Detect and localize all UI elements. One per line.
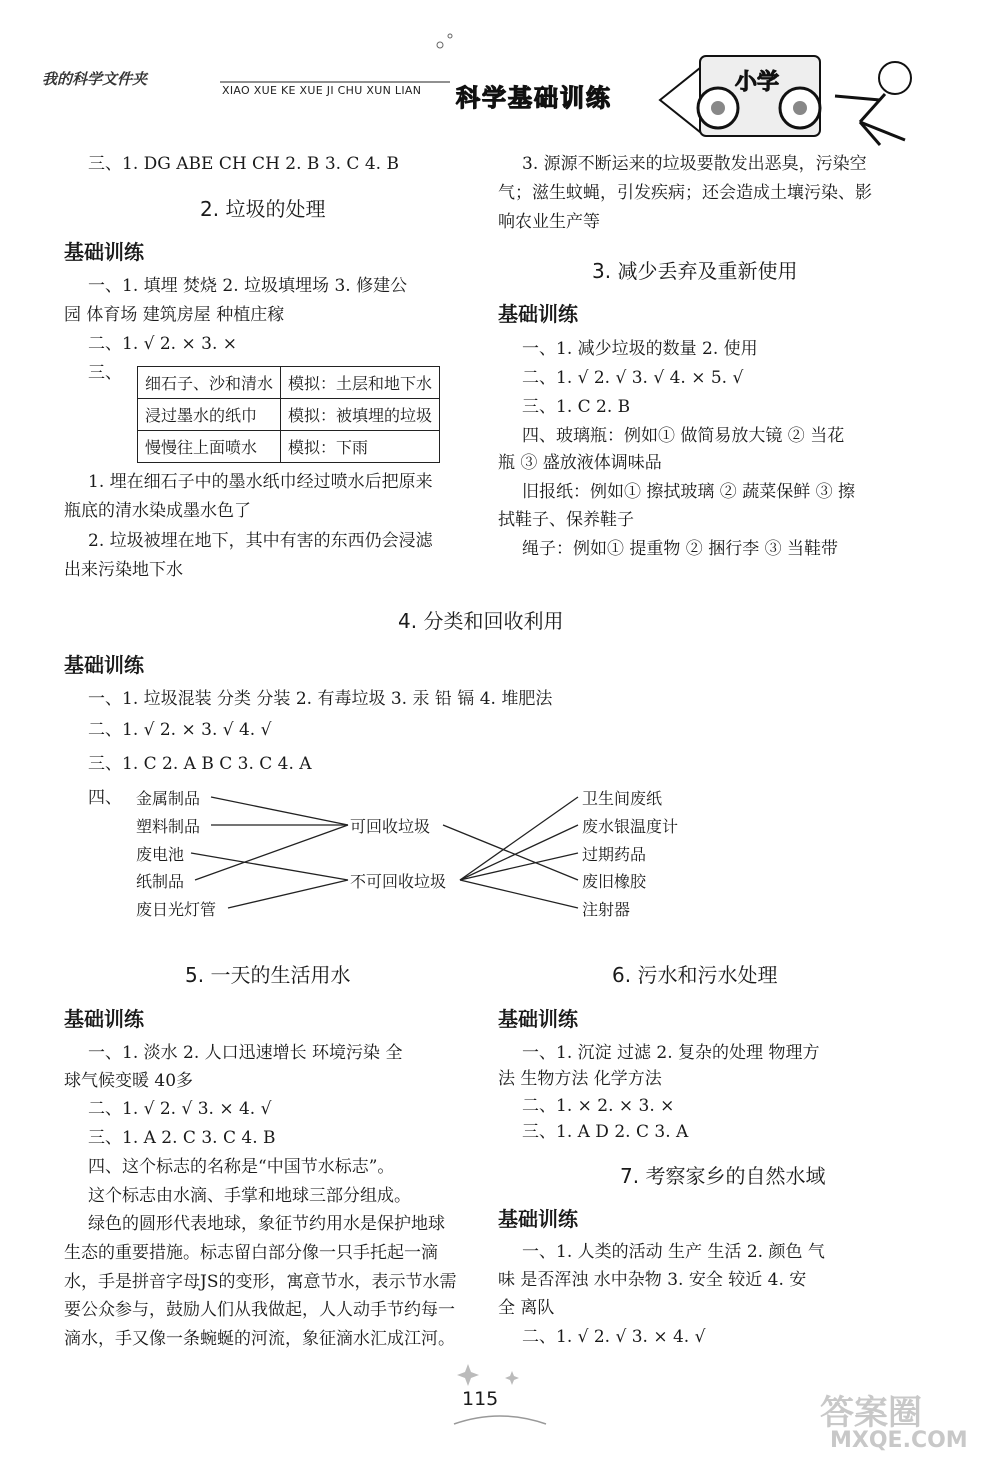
table-row: [138, 367, 440, 399]
answer-line: 瓶底的清水染成墨水色了: [64, 501, 251, 521]
table-cell: 模拟：土层和地下水: [281, 367, 440, 399]
answer-line: 要公众参与，鼓励人们从我做起，人人动手节约每一: [64, 1300, 455, 1320]
answer-line: 球气候变暖 40多: [64, 1071, 194, 1091]
section-title-5: 5. 一天的生活用水: [185, 963, 351, 987]
answer-line: 味 是否浑浊 水中杂物 3. 安全 较近 4. 安: [498, 1270, 807, 1290]
answer-line: 出来污染地下水: [64, 560, 183, 580]
answer-line: 四、玻璃瓶：例如① 做简易放大镜 ② 当花: [522, 426, 845, 446]
match-line: [460, 825, 578, 880]
answer-line: 一、1. 沉淀 过滤 2. 复杂的处理 物理方: [522, 1043, 820, 1063]
matching-category: 不可回收垃圾: [350, 872, 447, 891]
match-line: [443, 825, 578, 880]
answer-line: 绳子：例如① 提重物 ② 捆行李 ③ 当鞋带: [522, 539, 839, 559]
matching-right-item: 注射器: [582, 900, 631, 919]
answer-line: 瓶 ③ 盛放液体调味品: [498, 453, 662, 473]
table-cell: 模拟：被填埋的垃圾: [281, 399, 440, 431]
table-cell: 浸过墨水的纸巾: [138, 399, 281, 431]
answer-line: 四、: [88, 788, 122, 808]
match-line: [191, 853, 348, 880]
answer-line: 全 离队: [498, 1298, 555, 1318]
answer-line: 绿色的圆形代表地球，象征节约用水是保护地球: [88, 1214, 445, 1234]
matching-left-item: 废电池: [136, 845, 185, 864]
matching-right-item: 卫生间废纸: [582, 789, 663, 808]
grade-badge: 小学: [735, 70, 780, 95]
book-title: 科学基础训练: [456, 84, 612, 112]
answer-line: 3. 源源不断运来的垃圾要散发出恶臭，污染空: [522, 154, 867, 174]
match-line: [460, 797, 578, 880]
table-row: [138, 431, 440, 463]
answer-line: 1. 埋在细石子中的墨水纸巾经过喷水后把原来: [88, 472, 433, 492]
answer-line: 一、1. 减少垃圾的数量 2. 使用: [522, 339, 758, 359]
answer-line: 三、1. C 2. B: [522, 397, 631, 417]
matching-right-item: 废水银温度计: [582, 817, 679, 836]
simulation-table: [137, 366, 440, 463]
matching-left-item: 废日光灯管: [136, 900, 217, 919]
matching-left-item: 金属制品: [136, 789, 201, 808]
answer-line: 二、1. √ 2. √ 3. × 4. √: [88, 1099, 272, 1119]
match-line: [228, 880, 348, 908]
match-line: [195, 825, 348, 880]
answer-line: 三、1. C 2. A B C 3. C 4. A: [88, 754, 312, 774]
match-line: [211, 797, 348, 825]
answer-line: 一、1. 淡水 2. 人口迅速增长 环境污染 全: [88, 1043, 403, 1063]
answer-line: 拭鞋子、保养鞋子: [498, 510, 634, 530]
matching-right-item: 过期药品: [582, 845, 647, 864]
answer-line: 水，手是拼音字母JS的变形，寓意节水，表示节水需: [64, 1272, 457, 1292]
answer-line: 三、1. A 2. C 3. C 4. B: [88, 1128, 276, 1148]
answer-line: 生态的重要措施。标志留白部分像一只手托起一滴: [64, 1243, 438, 1263]
header-decoration: [0, 0, 1000, 150]
match-line: [460, 880, 578, 908]
answer-line: 二、1. √ 2. √ 3. × 4. √: [522, 1327, 706, 1347]
answer-line: 一、1. 填埋 焚烧 2. 垃圾填埋场 3. 修建公: [88, 276, 408, 296]
section-title-7: 7. 考察家乡的自然水域: [620, 1164, 826, 1188]
answer-line: 二、1. √ 2. √ 3. √ 4. × 5. √: [522, 368, 744, 388]
answer-line: 园 体育场 建筑房屋 种植庄稼: [64, 305, 285, 325]
matching-left-item: 纸制品: [136, 872, 185, 891]
matching-left-item: 塑料制品: [136, 817, 201, 836]
subhead-basic-training: 基础训练: [64, 240, 144, 264]
series-pinyin: XIAO XUE KE XUE JI CHU XUN LIAN: [222, 84, 422, 97]
answer-line: 2. 垃圾被埋在地下，其中有害的东西仍会浸滤: [88, 531, 433, 551]
answer-line: 一、1. 垃圾混装 分类 分装 2. 有毒垃圾 3. 汞 铅 镉 4. 堆肥法: [88, 689, 553, 709]
page-number: 115: [462, 1388, 499, 1410]
answer-line: 二、1. √ 2. × 3. √ 4. √: [88, 720, 272, 740]
answer-line: 二、1. × 2. × 3. ×: [522, 1096, 675, 1116]
watermark-logo: 答案圈: [820, 1393, 922, 1433]
section-title-2: 2. 垃圾的处理: [200, 197, 326, 221]
section-title-4: 4. 分类和回收利用: [398, 609, 564, 633]
answer-line: 三、1. DG ABE CH CH 2. B 3. C 4. B: [88, 154, 399, 174]
subhead-basic-training: 基础训练: [498, 1007, 578, 1031]
kid-figure-icon: [879, 62, 911, 94]
matching-category: 可回收垃圾: [350, 817, 431, 836]
answer-line: 三、1. A D 2. C 3. A: [522, 1122, 689, 1142]
answer-line: 四、这个标志的名称是“中国节水标志”。: [88, 1157, 395, 1177]
match-line: [460, 853, 578, 880]
subhead-basic-training: 基础训练: [498, 1207, 578, 1231]
answer-line: 旧报纸：例如① 擦拭玻璃 ② 蔬菜保鲜 ③ 擦: [522, 482, 856, 502]
answer-line: 气；滋生蚊蝇，引发疾病；还会造成土壤污染、影: [498, 183, 872, 203]
section-title-3: 3. 减少丢弃及重新使用: [592, 259, 798, 283]
page-number-decoration: [440, 1362, 560, 1432]
answer-line: 三、: [88, 363, 122, 383]
series-name: 我的科学文件夹: [42, 70, 148, 88]
answer-line: 这个标志由水滴、手掌和地球三部分组成。: [88, 1186, 411, 1206]
watermark-url: MXQE.COM: [830, 1428, 968, 1453]
answer-line: 滴水，手又像一条蜿蜒的河流，象征滴水汇成江河。: [64, 1329, 455, 1349]
subhead-basic-training: 基础训练: [64, 653, 144, 677]
matching-right-item: 废旧橡胶: [582, 872, 647, 891]
table-row: [138, 399, 440, 431]
section-title-6: 6. 污水和污水处理: [612, 963, 778, 987]
answer-line: 响农业生产等: [498, 212, 600, 232]
table-cell: 慢慢往上面喷水: [138, 431, 281, 463]
subhead-basic-training: 基础训练: [64, 1007, 144, 1031]
pencil-tip-icon: [660, 68, 700, 132]
table-cell: 细石子、沙和清水: [138, 367, 281, 399]
table-cell: 模拟：下雨: [281, 431, 440, 463]
answer-line: 法 生物方法 化学方法: [498, 1069, 662, 1089]
answer-line: 一、1. 人类的活动 生产 生活 2. 颜色 气: [522, 1242, 825, 1262]
answer-line: 二、1. √ 2. × 3. ×: [88, 334, 237, 354]
subhead-basic-training: 基础训练: [498, 302, 578, 326]
page-header: [0, 0, 1000, 150]
